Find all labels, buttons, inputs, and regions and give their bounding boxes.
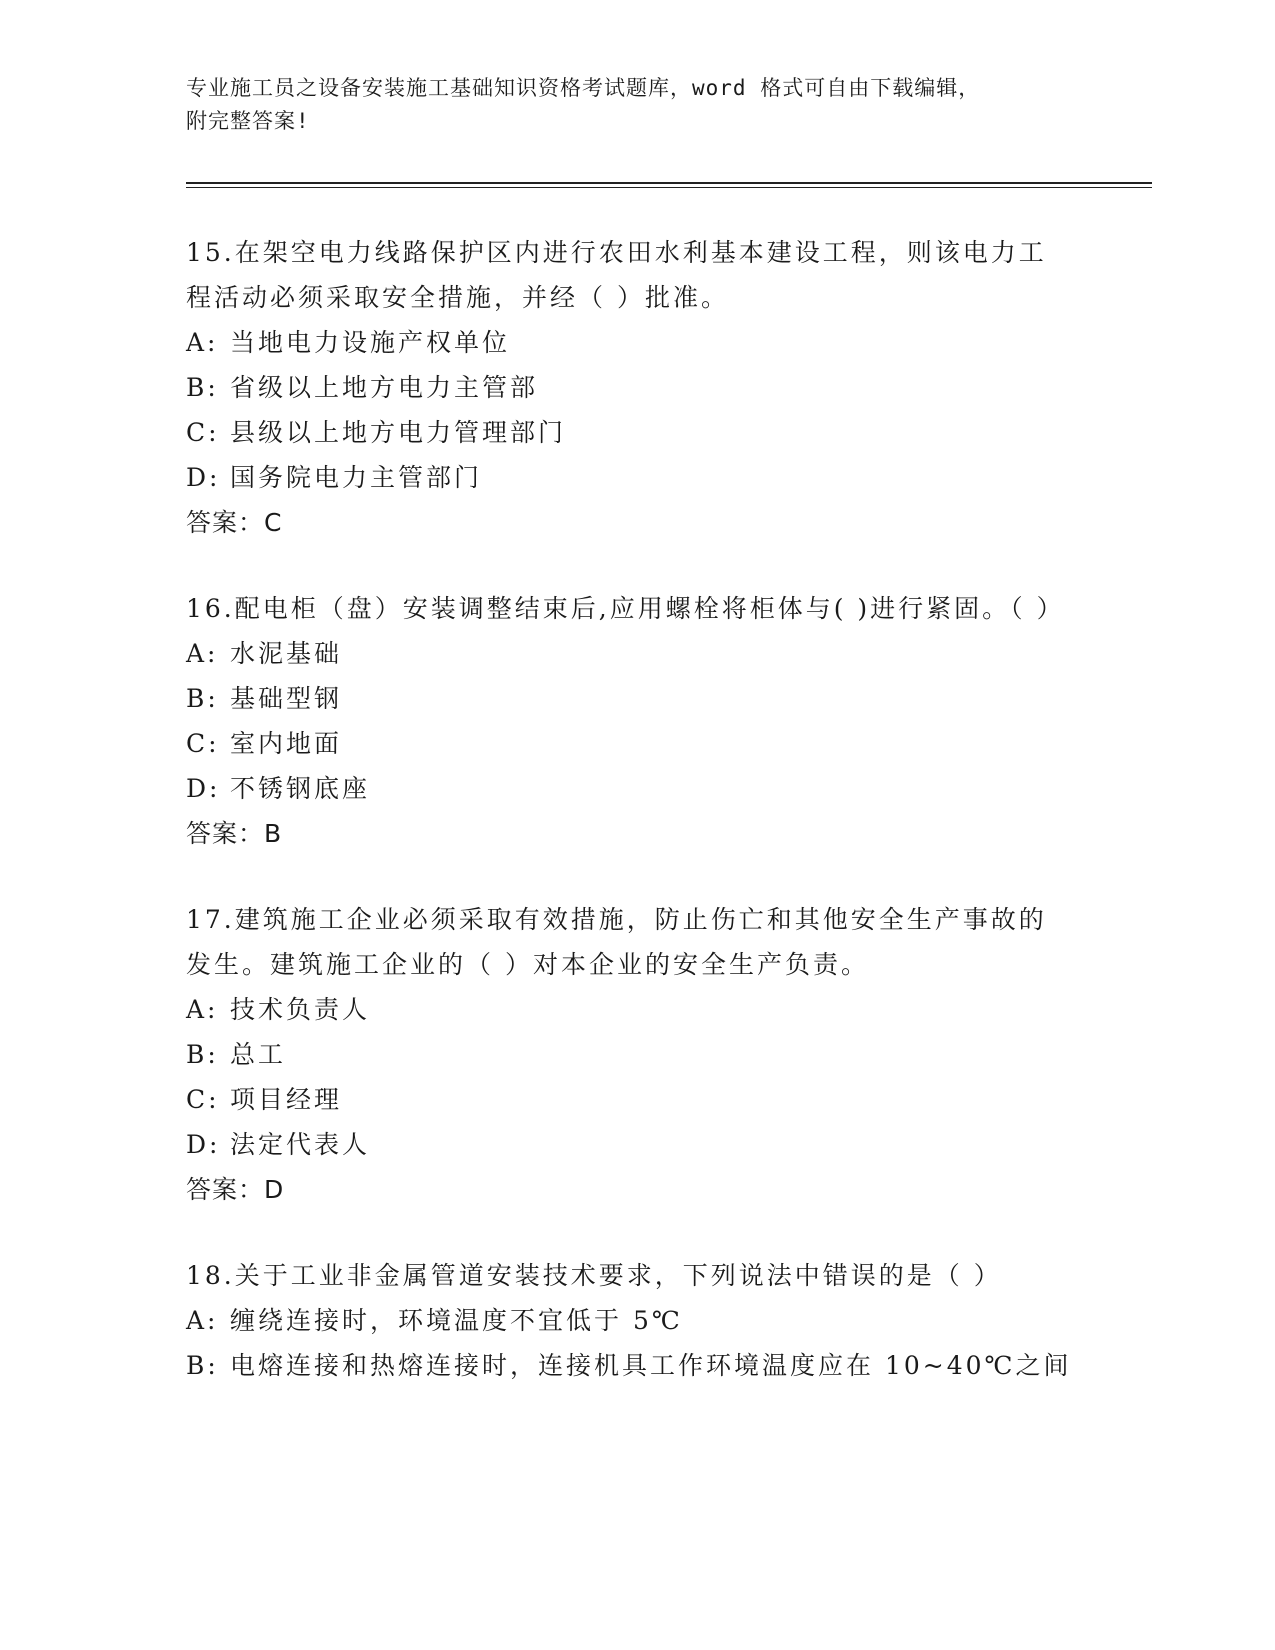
question-stem: 18.关于工业非金属管道安装技术要求，下列说法中错误的是（ ） [186,1261,1002,1290]
option-letter: B: [186,684,219,713]
option-a [186,631,1146,676]
answer: 答案：B [186,819,283,848]
option-a [186,320,1146,365]
question-list [186,230,1146,1388]
question-stem: 17.建筑施工企业必须采取有效措施，防止伤亡和其他安全生产事故的发生。建筑施工企业的（ ）对本企业的安全生产负责。 [186,905,1047,979]
option-text: 电熔连接和热熔连接时，连接机具工作环境温度应在 10~40℃之间 [230,1351,1072,1380]
option-letter: A: [186,639,219,668]
option-letter: A: [186,1306,219,1335]
header-divider [186,182,1152,188]
question-16 [186,586,1146,856]
option-text: 当地电力设施产权单位 [230,328,511,357]
question-17 [186,897,1146,1212]
header-line-2: 附完整答案! [186,109,310,133]
option-c [186,410,1146,455]
question-stem: 16.配电柜（盘）安装调整结束后,应用螺栓将柜体与( )进行紧固。（ ） [186,594,1065,623]
option-letter: B: [186,1351,219,1380]
option-letter: B: [186,1040,219,1069]
option-letter: D: [186,463,221,492]
option-c [186,721,1146,766]
option-letter: C: [186,729,220,758]
option-b [186,1032,1146,1077]
option-d [186,1122,1146,1167]
header-line-1: 专业施工员之设备安装施工基础知识资格考试题库，word 格式可自由下载编辑， [186,76,981,100]
option-letter: D: [186,774,221,803]
option-c [186,1077,1146,1122]
option-text: 室内地面 [230,729,343,758]
question-18 [186,1253,1146,1388]
answer: 答案：C [186,508,283,537]
option-text: 不锈钢底座 [230,774,371,803]
option-b [186,365,1146,410]
option-letter: B: [186,373,219,402]
option-text: 技术负责人 [230,995,371,1024]
option-text: 国务院电力主管部门 [230,463,483,492]
option-d [186,766,1146,811]
option-text: 总工 [230,1040,287,1069]
question-stem: 15.在架空电力线路保护区内进行农田水利基本建设工程，则该电力工程活动必须采取安全措施，并经（ ）批准。 [186,238,1047,312]
option-letter: C: [186,418,220,447]
option-letter: C: [186,1085,220,1114]
option-a [186,987,1146,1032]
option-text: 县级以上地方电力管理部门 [230,418,567,447]
option-text: 缠绕连接时，环境温度不宜低于 5℃ [230,1306,683,1335]
option-b [186,1343,1146,1388]
option-text: 基础型钢 [230,684,343,713]
option-text: 项目经理 [230,1085,343,1114]
option-text: 省级以上地方电力主管部 [230,373,539,402]
option-letter: A: [186,995,219,1024]
option-text: 水泥基础 [230,639,343,668]
option-a [186,1298,1146,1343]
document-page [186,72,1146,1429]
option-b [186,676,1146,721]
option-d [186,455,1146,500]
answer: 答案：D [186,1175,285,1204]
option-text: 法定代表人 [230,1130,371,1159]
question-15 [186,230,1146,545]
document-header [186,72,1066,138]
option-letter: A: [186,328,219,357]
option-letter: D: [186,1130,221,1159]
